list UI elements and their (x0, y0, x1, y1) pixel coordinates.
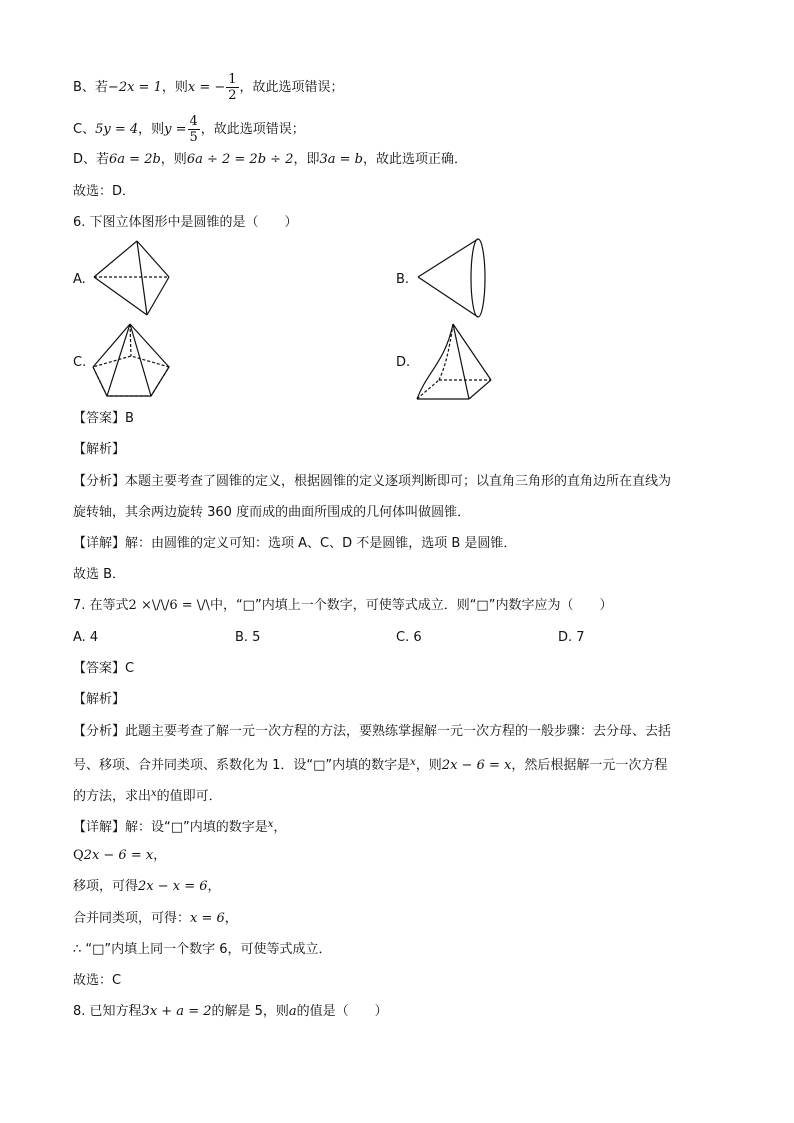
q5-option-c: C、5y = 4，则y = $\frac{4}{5}$ ，故此选项错误； (73, 114, 305, 145)
q6-label-c: C. (73, 355, 87, 370)
math-expr: −2x = 1 (107, 80, 162, 95)
q6-answer: 【答案】B (73, 411, 134, 426)
math-expr: y = (164, 122, 187, 137)
q7-step1: Q2x − 6 = x， (73, 848, 167, 863)
q7-option-d: D. 7 (558, 630, 585, 645)
q7-option-b: B. 5 (235, 630, 261, 645)
math-expr: x = − (187, 80, 226, 95)
q7-step3: 合并同类项，可得：x = 6， (73, 911, 238, 926)
q7-answer: 【答案】C (73, 661, 135, 676)
q8-stem: 8. 已知方程3x + a = 2的解是 5，则a的值是（ ） (73, 1004, 388, 1019)
q6-choice: 故选 B． (73, 567, 126, 582)
q7-step4: ∴ “□”内填上同一个数字 6，可使等式成立． (73, 942, 332, 957)
tetrahedron-figure (92, 239, 172, 319)
q5-choice: 故选：D． (73, 184, 136, 199)
fraction: $\frac{4}{5}$ (189, 114, 198, 145)
q7-stem: 7. 在等式2 ×\/\/6 = \/\中，“□”内填上一个数字，可使等式成立．则“□”内数字应为（ ） (73, 598, 613, 613)
q7-analysis-line3: 的方法，求出$^x$的值即可． (73, 788, 222, 804)
q7-option-c: C. 6 (396, 630, 422, 645)
garbled-equation: 2 ×\/\/6 = \/\ (128, 598, 210, 613)
q5-option-d: D、若6a = 2b，则6a ÷ 2 = 2b ÷ 2，即3a = b，故此选项正确． (73, 152, 467, 167)
math-expr: 5y = 4 (95, 122, 139, 137)
q6-label-a: A. (73, 272, 86, 287)
q6-analysis-head: 【解析】 (73, 442, 126, 457)
q6-detail: 【详解】解：由圆锥的定义可知：选项 A、C、D 不是圆锥，选项 B 是圆锥． (73, 536, 517, 551)
q7-choice: 故选：C (73, 973, 122, 988)
pentagonal-pyramid-figure (91, 322, 173, 400)
fraction: $\frac{1}{2}$ (228, 72, 237, 103)
q7-analysis-line2: 号、移项、合并同类项、系数化为 1．设“□”内填的数字是$^x$，则2x − 6 = x，然后根据解一元一次方程 (73, 757, 668, 773)
q7-analysis-line1: 【分析】此题主要考查了解一元一次方程的方法，要熟练掌握解一元一次方程的一般步骤：去分母、去括 (73, 724, 672, 739)
q5-option-b: B、若−2x = 1，则x = − $\frac{1}{2}$ ，故此选项错误； (73, 72, 344, 103)
q7-detail: 【详解】解：设“□”内填的数字是$^x$， (73, 819, 287, 835)
q7-step2: 移项，可得2x − x = 6， (73, 879, 221, 894)
cone-figure (416, 237, 488, 319)
curved-pyramid-figure (415, 322, 495, 402)
q6-label-d: D. (396, 355, 411, 370)
q6-analysis-line2: 旋转轴，其余两边旋转 360 度而成的曲面所围成的几何体叫做圆锥． (73, 505, 471, 520)
q6-stem: 6. 下图立体图形中是圆锥的是（ ） (73, 215, 298, 230)
q6-analysis-line1: 【分析】本题主要考查了圆锥的定义，根据圆锥的定义逐项判断即可；以直角三角形的直角边所在直线为 (73, 474, 672, 489)
q7-option-a: A. 4 (73, 630, 99, 645)
q6-label-b: B. (396, 272, 410, 287)
q7-analysis-head: 【解析】 (73, 692, 126, 707)
